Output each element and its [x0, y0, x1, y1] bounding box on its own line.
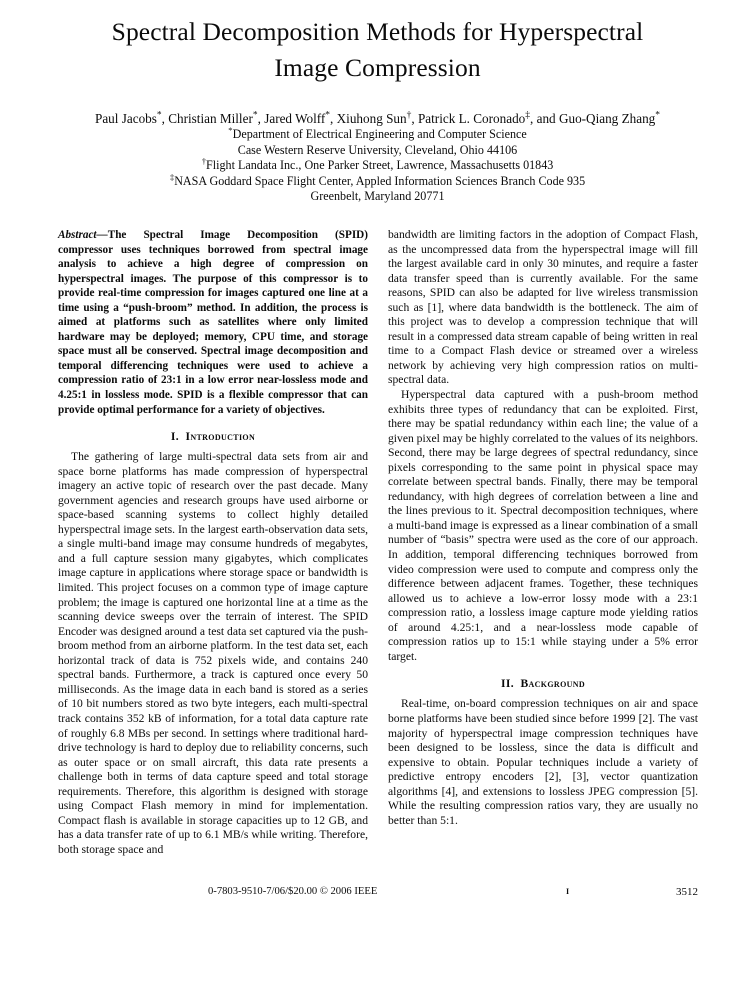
affiliation-line-3: †Flight Landata Inc., One Parker Street, Lawrence, Massachusetts 01843 — [201, 156, 554, 173]
affiliation-line-1: *Department of Electrical Engineering and Computer Science — [228, 124, 527, 141]
affiliation-line-5: Greenbelt, Maryland 20771 — [310, 189, 445, 204]
section-title: Background — [520, 677, 586, 691]
abstract-paragraph — [58, 228, 368, 417]
right-column — [388, 228, 698, 857]
background-paragraph-1: Real-time, on-board compression techniques on air and space borne platforms have been studied since before 1999 [2]. The vast majority of hyperspectral image compression techniques have been designed to be lossless, since the data is difficult and expensive to obtain. Popular techniques include a variety of predictive entropy encoders [2], [3], vector quantization algorithms [4], and extensions to lossless JPEG compression [5]. While the resulting compression ratios vary, they are usually no better than 5:1. — [388, 697, 698, 827]
authors-block — [0, 110, 755, 205]
copyright-notice: 0-7803-9510-7/06/$20.00 © 2006 IEEE — [208, 886, 378, 897]
section-numeral: II. — [500, 677, 514, 691]
affiliation-line-4: ‡NASA Goddard Space Flight Center, Appled Information Sciences Branch Code 935 — [169, 171, 586, 188]
footer-center-mark: I — [566, 887, 570, 896]
abstract-text: The Spectral Image Decomposition (SPID) compressor uses techniques borrowed from spectral image analysis to achieve a high degree of compression on hyperspectral images. The purpose of this compressor is to provide real-time compression for images captured one line at a time using a “push-broom” method. In addition, the process is aimed at platforms such as satellites where only limited hardware may be deployed; memory, CPU time, and storage space must all be conserved. Spectral image decomposition and temporal differencing techniques were used to achieve a compression ratio of 23:1 in a low error near-lossless mode and 4.25:1 in lossless mode. SPID is a flexible compressor that can provide optimal performance for a variety of objectives. — [58, 229, 368, 416]
section-heading-introduction — [58, 430, 368, 444]
affiliation-line-2: Case Western Reserve University, Cleveland, Ohio 44106 — [237, 142, 518, 157]
left-column — [58, 228, 368, 857]
intro-paragraph-part-2: bandwidth are limiting factors in the adoption of Compact Flash, as the uncompressed data from the hyperspectral image will fill the largest available card in only 30 minutes, and require a faster data transfer speed than is currently available. For the same reasons, SPID can also be adapted for live wireless transmission such as [1], where data bandwidth is the bottleneck. The aim of this project was to develop a compression technique that will result in a compressed data stream capable of being written in real time to a Compact Flash device or streamed over a wireless network by achieving very high compression ratios on multi-spectral data. — [388, 228, 698, 387]
intro-paragraph-part-1: The gathering of large multi-spectral data sets from air and space borne platforms has made compression of hyperspectral imagery an active topic of research over the past decade. Many government agencies and research groups have used airborne or space-based scanning systems to collect highly detailed hyperspectral image sets. In the largest earth-observation data sets, a single multi-band image may consume hundreds of megabytes, and a full capture session many gigabytes, which complicates image capture in applications where storage space or bandwidth is limited. This project focuses on a common type of image capture problem; the image is captured one horizontal line at a time as the scanning device sweeps over the terrain of interest. The SPID Encoder was designed around a test data set captured via the push-broom method from an airborne platform. In the test data set, each horizontal track of data is 752 pixels wide, and contains 240 spectral bands. Furthermore, a track is captured once every 50 milliseconds. As the image data in each band is stored as a series of 10 bit numbers stored as two byte integers, each multi-spectral track contains 352 kB of information, for a total data capture rate of roughly 6.8 MBs per second. In settings where traditional hard-drive technology is hard to deploy due to reliability concerns, such as outer space or on small aircraft, this data rate presents a challenge both in terms of data capture speed and total storage requirements. Therefore, this algorithm is designed with storage using Compact Flash memory in mind for implementation. Compact flash is available in storage capacities up to 12 GB, and has a data transfer rate of up to 6.1 MB/s while writing. Therefore, both storage space and — [58, 450, 368, 856]
author-list: Paul Jacobs*, Christian Miller*, Jared Wolff*, Xiuhong Sun†, Patrick L. Coronado‡, and Guo-Qiang Zhang* — [94, 110, 661, 126]
body-columns — [58, 228, 698, 857]
title-block — [0, 0, 755, 86]
page-number: 3512 — [676, 886, 698, 898]
intro-paragraph-2: Hyperspectral data captured with a push-broom method exhibits three types of redundancy that can be exploited. First, there may be spatial redundancy within each line; the value of a given pixel may be highly correlated to the values of its neighbors. Second, there may be large degrees of spectral redundancy, since pixels corresponding to the same point in physical space may correlate between spectral bands. Finally, there may be temporal redundancy, with high degrees of correlation between a line and the lines previous to it. Spectral decomposition techniques, where a multi-band image is expressed as a linear combination of a small number of “basis” spectra were used as the core of our approach. In addition, temporal differencing techniques borrowed from video compression were used to compute and compress only the difference between adjacent frames. Together, these techniques allowed us to achieve a low-error lossy mode with a 23:1 compression ratio, a lossless image capture mode yielding ratios of around 4.25:1, and a near-lossless mode capable of compression ratios up to 15:1 while staying under a 5% error target. — [388, 388, 698, 663]
title-line-1: Spectral Decomposition Methods for Hyperspectral — [111, 17, 644, 46]
title-line-2: Image Compression — [274, 53, 481, 82]
abstract-label: Abstract— — [58, 229, 108, 241]
section-numeral: I. — [170, 430, 179, 444]
page-title — [48, 14, 708, 86]
section-heading-background — [388, 677, 698, 691]
section-title: Introduction — [185, 430, 256, 444]
